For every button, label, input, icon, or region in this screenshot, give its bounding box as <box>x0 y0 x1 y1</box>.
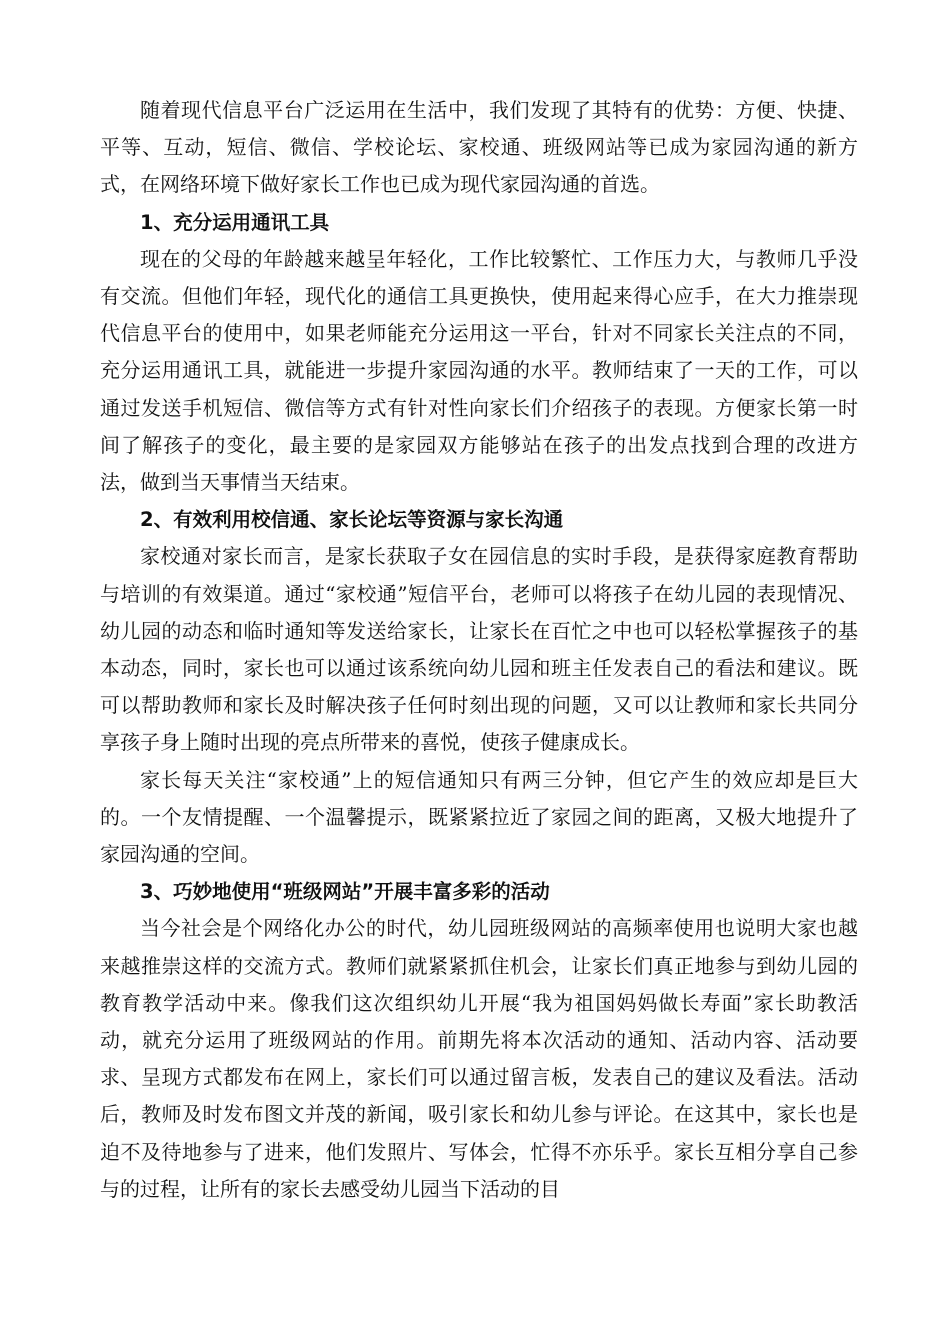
document-page <box>100 92 858 1208</box>
section-2-heading: 2、有效利用校信通、家长论坛等资源与家长沟通 <box>140 508 564 532</box>
section-2-paragraph-2: 家长每天关注“家校通”上的短信通知只有两三分钟，但它产生的效应却是巨大的。一个友情提醒、一个温馨提示，既紧紧拉近了家园之间的距离，又极大地提升了家园沟通的空间。 <box>100 767 858 867</box>
section-2-paragraph-1: 家校通对家长而言，是家长获取子女在园信息的实时手段，是获得家庭教育帮助与培训的有效渠道。通过“家校通”短信平台，老师可以将孩子在幼儿园的表现情况、幼儿园的动态和临时通知等发送给家长，让家长在百忙之中也可以轻松掌握孩子的基本动态，同时，家长也可以通过该系统向幼儿园和班主任发表自己的看法和建议。既可以帮助教师和家长及时解决孩子任何时刻出现的问题，又可以让教师和家长共同分享孩子身上随时出现的亮点所带来的喜悦，使孩子健康成长。 <box>100 544 858 755</box>
intro-paragraph: 随着现代信息平台广泛运用在生活中，我们发现了其特有的优势：方便、快捷、平等、互动，短信、微信、学校论坛、家校通、班级网站等已成为家园沟通的新方式，在网络环境下做好家长工作也已成为现代家园沟通的首选。 <box>100 98 858 197</box>
section-3-heading: 3、巧妙地使用“班级网站”开展丰富多彩的活动 <box>140 880 550 904</box>
section-3-paragraph: 当今社会是个网络化办公的时代，幼儿园班级网站的高频率使用也说明大家也越来越推崇这样的交流方式。教师们就紧紧抓住机会，让家长们真正地参与到幼儿园的教育教学活动中来。像我们这次组织幼儿开展“我为祖国妈妈做长寿面”家长助教活动，就充分运用了班级网站的作用。前期先将本次活动的通知、活动内容、活动要求、呈现方式都发布在网上，家长们可以通过留言板，发表自己的建议及看法。活动后，教师及时发布图文并茂的新闻，吸引家长和幼儿参与评论。在这其中，家长也是迫不及待地参与了进来，他们发照片、写体会，忙得不亦乐乎。家长互相分享自己参与的过程，让所有的家长去感受幼儿园当下活动的目 <box>100 916 858 1201</box>
section-1-paragraph: 现在的父母的年龄越来越呈年轻化，工作比较繁忙、工作压力大，与教师几乎没有交流。但他们年轻，现代化的通信工具更换快，使用起来得心应手，在大力推崇现代信息平台的使用中，如果老师能充分运用这一平台，针对不同家长关注点的不同，充分运用通讯工具，就能进一步提升家园沟通的水平。教师结束了一天的工作，可以通过发送手机短信、微信等方式有针对性向家长们介绍孩子的表现。方便家长第一时间了解孩子的变化，最主要的是家园双方能够站在孩子的出发点找到合理的改进方法，做到当天事情当天结束。 <box>100 246 858 495</box>
section-1-heading: 1、充分运用通讯工具 <box>140 210 330 234</box>
